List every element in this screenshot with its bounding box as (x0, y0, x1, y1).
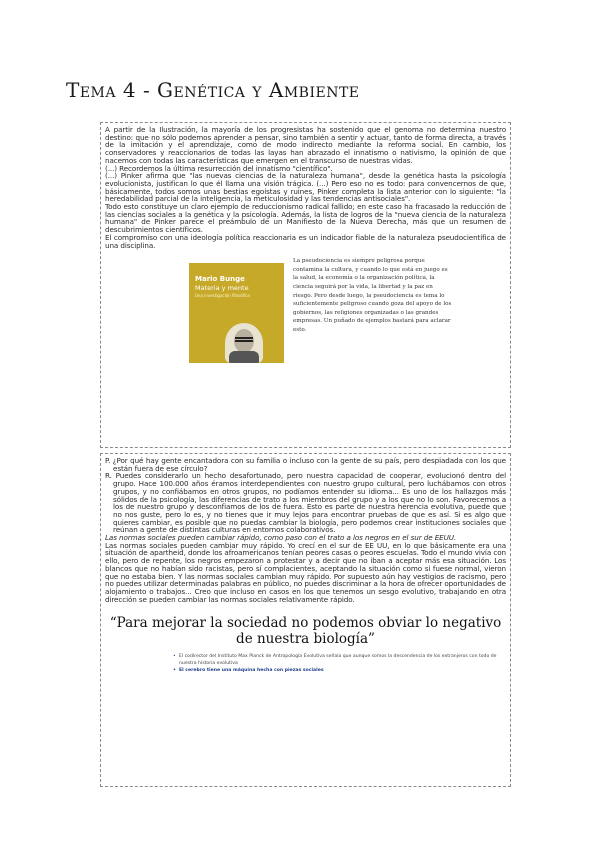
book-title: Materia y mente (195, 284, 249, 293)
paragraph: El compromiso con una ideología política reaccionaria es un indicador fiable de la naturaleza pseudocientífica de una disciplina. (105, 232, 506, 250)
author-portrait (225, 323, 263, 363)
paragraph: Todo esto constituye un claro ejemplo de reduccionismo radical fallido; en este caso ha fracasado la reducción de las ciencias sociales a la genética y la psicología. Además, la lista de logros de la "nueva ciencia de la naturaleza humana" de Pinker parece el preámbulo de un Manifiesto de la Nueva Derecha, más que un resumen de descubrimientos científicos. (105, 202, 506, 235)
paragraph: (...) Pinker afirma que "las nuevas ciencias de la naturaleza humana", desde la genética hasta la psicología evolucionista, justifican lo que él llama una visión trágica. (...) Pero eso no es todo: para convencernos de que, básicamente, todos somos unas bestias egoístas y ruines, Pinker completa la lista anterior con lo siguiente: "la heredabilidad parcial de la inteligencia, la meticulosidad y las tendencias antisociales". (105, 171, 506, 204)
paragraph: A partir de la Ilustración, la mayoría de los progresistas ha sostenido que el genoma no determina nuestro destino: que no sólo podemos aprender a pensar, sino también a sentir y actuar, tanto de forma directa, a través de la imitación y el aprendizaje, como de modo indirecto mediante la reforma social. En cambio, los conservadores y reaccionarios de todas las layas han abrazado el innatismo o nativismo, la opinión de que nacemos con todas las características que emergen en el transcurso de nuestras vidas. (105, 125, 506, 165)
book-cover (189, 263, 284, 363)
bullet-item: • El codirector del Instituto Max Planck de Antropología Evolutiva señala que aunque somos la descendencia de los extranjeros con todo de nuestra historia evolutiva (173, 653, 506, 667)
bullet-item: • El cerebro tiene una máquina hecha con piezas sociales (173, 667, 506, 674)
book-subtitle: Una investigación filosófica (195, 293, 250, 299)
article-headline: “Para mejorar la sociedad no podemos obviar lo negativo de nuestra biología” (109, 615, 502, 648)
excerpt-box-bunge (100, 122, 511, 448)
interview-answer: Las normas sociales pueden cambiar muy rápido. Yo crecí en el sur de EE UU, en lo que básicamente era una situación de apartheid, donde los afroamericanos tenían peores casas o peores escuelas. Todo el mundo vivía con ello, pero de repente, los negros empezaron a protestar y a decir que no iban a aceptar más esa situación. Los blancos que no habían sido racistas, pero sí complacientes, aceptando la situación como si fuese normal, vieron que no estaba bien. Y las normas sociales cambian muy rápido. Por supuesto aún hay vestigios de racismo, pero no puedes utilizar determinadas palabras en público, no puedes discriminar a la hora de ofrecer oportunidades de alojamiento o trabajos... Creo que incluso en casos en los que tenemos un sesgo evolutivo, trabajando en otra dirección se pueden cambiar las normas sociales relativamente rápido. (105, 540, 506, 604)
book-quote: La pseudociencia es siempre peligrosa porque contamina la cultura, y cuando lo que está en juego es la salud, la economía o la organización política, la ciencia seguirá por la vida, la libertad y la paz en riesgo. Pero desde luego, la pseudociencia es tema lo suficientemente peligroso cuando goza del apoyo de los gobiernos, las religiones organizadas o las grandes empresas. Un puñado de ejemplos bastará para aclarar esto. (293, 258, 452, 333)
interview-answer: R. Puedes considerarlo un hecho desafortunado, pero nuestra capacidad de cooperar, evolucionó dentro del grupo. Hace 100.000 años éramos interdependientes con nuestro grupo cultural, pero luchábamos con otros grupos, y no confiábamos en otros grupos, no podíamos entender su idioma... Es uno de los hallazgos más sólidos de la psicología, las diferencias de trato a los miembros del grupo y a los que no lo son. Favorecemos a los de nuestro grupo y desconfiamos de los de fuera. Esto es parte de nuestra herencia evolutiva, puede que no nos guste, pero lo es, y no tienes que ir muy lejos para encontrar pruebas de que es así. Si es algo que quieres cambiar, es posible que no puedas cambiar la biología, pero podemos crear instituciones sociales que reúnan a gente de distintas culturas en entornos colaborativos. (105, 471, 506, 535)
page-title: Tema 4 - Genética y Ambiente (66, 78, 360, 102)
excerpt-box-interview (100, 453, 511, 787)
paragraph: (...) Recordemos la última resurrección del innatismo "científico". (105, 163, 333, 173)
interview-question: P. ¿Por qué hay gente encantadora con su familia o incluso con la gente de su país, pero despiadada con los que están fuera de ese círculo? (105, 456, 506, 473)
article-bullets (173, 653, 506, 674)
book-figure (175, 255, 455, 371)
book-author: Mario Bunge (195, 275, 245, 284)
interview-subheading: Las normas sociales pueden cambiar rápido, como paso con el trato a los negros en el sur de EEUU. (105, 533, 457, 543)
